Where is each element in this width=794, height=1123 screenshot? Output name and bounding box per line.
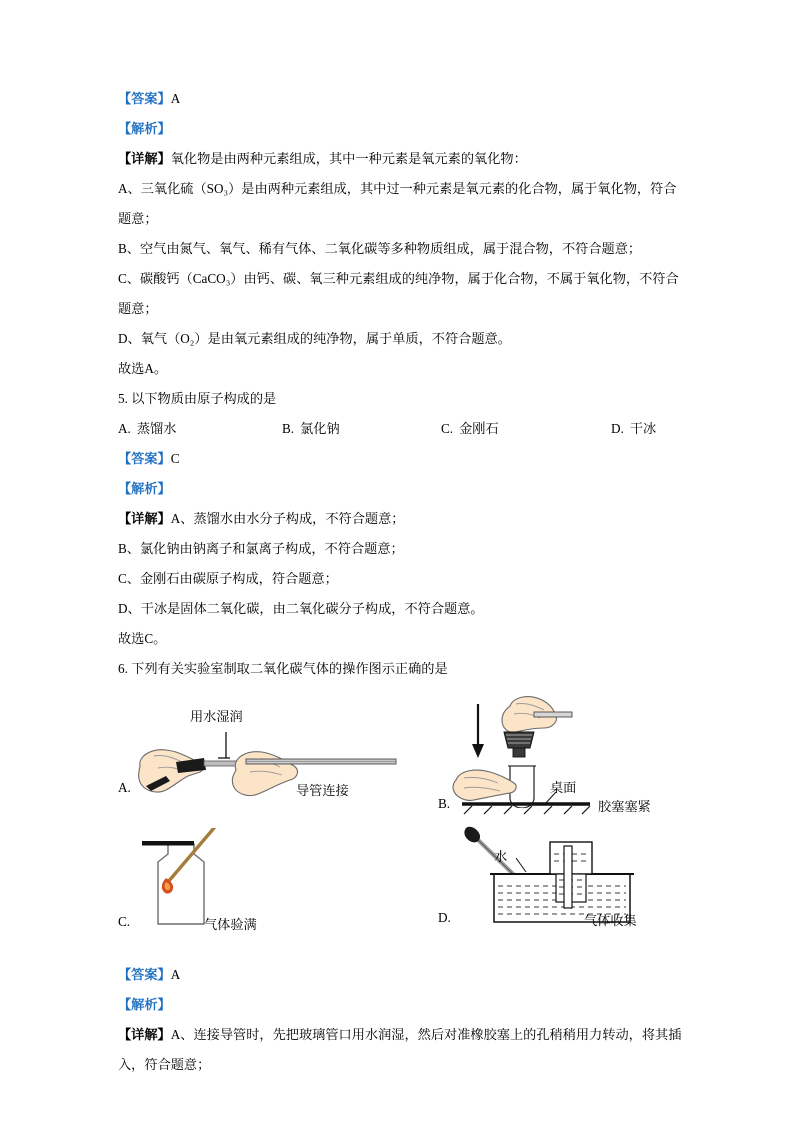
document-content — [118, 84, 684, 1080]
q5-stem-text: 以下物质由原子构成的是 — [131, 391, 277, 406]
q5-option-b[interactable] — [282, 414, 340, 444]
q5-stem-line — [118, 384, 684, 414]
q6-analysis-line — [118, 990, 684, 1020]
q5-option-c-label: C. — [441, 421, 454, 436]
q5-answer-line — [118, 444, 684, 474]
q5-option-d[interactable] — [611, 414, 656, 444]
q6-detail-a-text: A、连接导管时，先把玻璃管口用水润湿，然后对准橡胶塞上的孔稍稍用力转动，将其插入，符合题意； — [118, 1027, 682, 1072]
q5-option-c[interactable] — [441, 414, 499, 444]
figure-d — [438, 824, 684, 948]
figure-d-inner-caption: 水 — [494, 849, 508, 864]
figure-c-label: C. — [118, 914, 131, 929]
figure-b-inner-caption: 桌面 — [550, 780, 577, 795]
q5-detail-a-text: A、蒸馏水由水分子构成，不符合题意； — [170, 511, 405, 526]
q5-detail-b: B、氯化钠由钠离子和氯离子构成，不符合题意； — [118, 541, 404, 556]
q5-detail-d: D、干冰是固体二氧化碳，由二氧化碳分子构成，不符合题意。 — [118, 601, 484, 616]
detail-label: 【详解】 — [118, 511, 171, 526]
figure-b-caption: 胶塞塞紧 — [598, 799, 651, 814]
q5-options-row — [118, 414, 684, 444]
answer-label: 【答案】 — [118, 967, 171, 982]
q6-number: 6. — [118, 661, 128, 676]
q5-detail-c: C、金刚石由碳原子构成，符合题意； — [118, 571, 338, 586]
q5-analysis-line — [118, 474, 684, 504]
figure-b-label: B. — [438, 796, 451, 811]
q5-option-a[interactable] — [118, 414, 176, 444]
detail-label: 【详解】 — [118, 151, 171, 166]
figure-a-label: A. — [118, 780, 131, 795]
q6-detail-a — [118, 1020, 684, 1080]
figure-c-caption: 气体验满 — [204, 917, 257, 932]
figure-d-caption: 气体收集 — [584, 913, 637, 928]
q4-option-b-explain: B、空气由氮气、氧气、稀有气体、二氧化碳等多种物质组成，属于混合物，不符合题意； — [118, 241, 642, 256]
q6-stem-line — [118, 654, 684, 684]
figure-a — [118, 706, 408, 816]
q6-answer-letter: A — [170, 967, 181, 982]
detail-label: 【详解】 — [118, 1027, 171, 1042]
analysis-label: 【解析】 — [118, 121, 171, 136]
q4-analysis-line — [118, 114, 684, 144]
q5-detail-a — [118, 504, 684, 534]
q6-answer-line — [118, 960, 684, 990]
q4-detail-intro — [118, 144, 684, 174]
answer-label: 【答案】 — [118, 91, 171, 106]
q5-answer-letter: C — [170, 451, 180, 466]
figure-b — [438, 688, 684, 816]
q4-option-d-explain: D、氧气（O₂）是由氧元素组成的纯净物，属于单质，不符合题意。 — [118, 331, 511, 346]
analysis-label: 【解析】 — [118, 481, 171, 496]
q4-option-c-explain: C、碳酸钙（CaCO₃）由钙、碳、氧三种元素组成的纯净物，属于化合物，不属于氧化物，不符合题意； — [118, 271, 679, 316]
q5-option-d-label: D. — [611, 421, 624, 436]
figure-c — [118, 828, 408, 948]
q5-conclusion: 故选C。 — [118, 631, 167, 646]
figure-a-top-caption: 用水湿润 — [190, 709, 243, 724]
q6-figures — [118, 688, 684, 960]
analysis-label: 【解析】 — [118, 997, 171, 1012]
q5-option-a-text: 蒸馏水 — [136, 421, 177, 436]
q4-answer-line — [118, 84, 684, 114]
q4-option-a-explain: A、三氧化硫（SO₃）是由两种元素组成，其中过一种元素是氧元素的化合物，属于氧化物，符合题意； — [118, 181, 677, 226]
answer-label: 【答案】 — [118, 451, 171, 466]
q6-stem-text: 下列有关实验室制取二氧化碳气体的操作图示正确的是 — [131, 661, 448, 676]
q5-option-c-text: 金刚石 — [459, 421, 499, 436]
figure-a-caption: 导管连接 — [296, 783, 349, 798]
q5-option-b-label: B. — [282, 421, 295, 436]
q5-option-d-text: 干冰 — [629, 421, 657, 436]
q5-number: 5. — [118, 391, 128, 406]
q5-option-b-text: 氯化钠 — [300, 421, 340, 436]
tube-connection-illustration — [118, 728, 408, 818]
q5-option-a-label: A. — [118, 421, 131, 436]
figure-d-label: D. — [438, 910, 451, 925]
q4-answer-letter: A — [170, 91, 181, 106]
q4-detail-intro-text: 氧化物是由两种元素组成，其中一种元素是氧元素的氧化物： — [170, 151, 527, 166]
q4-conclusion: 故选A。 — [118, 361, 168, 376]
